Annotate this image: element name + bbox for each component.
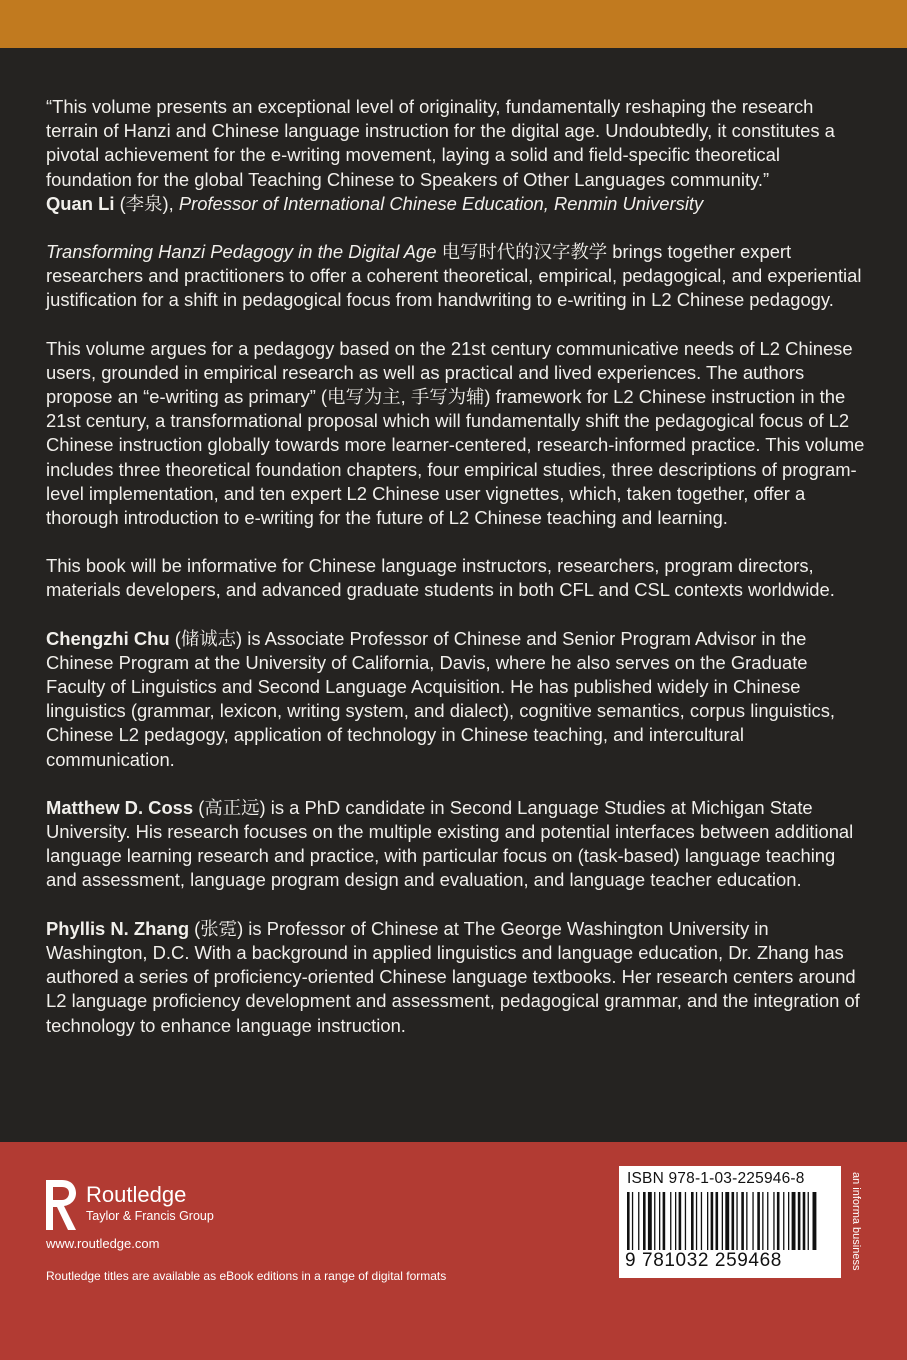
quote-author-name: Quan Li <box>46 192 115 214</box>
quote-text: “This volume presents an exceptional level of originality, fundamentally reshaping the research terrain of Hanzi and Chinese language instruction for the digital age. Undoubtedly, it constitutes a pivotal achievement for the e-writing movement, laying a solid and field-specific theoretical foundation for the global Teaching Chinese to Speakers of Other Languages community.” <box>46 96 835 190</box>
book-title-chinese: 电写时代的汉字教学 <box>436 241 608 263</box>
bio-name: Matthew D. Coss <box>46 796 194 818</box>
bio-text: (张霓) is Professor of Chinese at The George Washington University in Washington, D.C. With a background in applied linguistics and language education, Dr. Zhang has authored a series of proficiency-oriented Chinese language textbooks. Her research centers around L2 language proficiency development and assessment, pedagogical grammar, and the integration of technology to enhance language instruction. <box>46 917 860 1036</box>
bio-coss <box>46 796 866 893</box>
back-cover-text <box>46 95 866 1062</box>
top-color-band <box>0 0 907 48</box>
publisher-url[interactable]: www.routledge.com <box>46 1236 160 1251</box>
quote-author-title: Professor of International Chinese Education, Renmin University <box>178 192 704 214</box>
bio-text: (高正远) is a PhD candidate in Second Language Studies at Michigan State University. His research focuses on the multiple existing and potential interfaces between additional language learning research and practice, with particular focus on (task-based) language teaching and assessment, language program design and evaluation, and language teacher education. <box>46 796 854 891</box>
argument-paragraph: This volume argues for a pedagogy based on the 21st century communicative needs of L2 Chinese users, grounded in empirical research as well as practical and lived experiences. The authors propose an “e-writing as primary” (电写为主, 手写为辅) framework for L2 Chinese instruction in the 21st century, a transformational proposal which will fundamentally shift the pedagogical focus of L2 Chinese instruction globally towards more learner-centered, research-informed practice. This volume includes three theoretical foundation chapters, four empirical studies, three descriptions of program-level implementation, and ten expert L2 Chinese user vignettes, which, taken together, offer a thorough introduction to e-writing for the future of L2 Chinese teaching and learning. <box>46 337 865 529</box>
bio-text: (储诚志) is Associate Professor of Chinese and Senior Program Advisor in the Chinese Program at the University of California, Davis, where he also serves on the Graduate Faculty of Linguistics and Second Language Acquisition. He has published widely in Chinese linguistics (grammar, lexicon, writing system, and dialect), cognitive semantics, corpus linguistics, Chinese L2 pedagogy, application of technology in Chinese teaching, and intercultural communication. <box>46 627 836 770</box>
publisher-name: Routledge <box>86 1182 187 1207</box>
bio-name: Phyllis N. Zhang <box>46 917 190 939</box>
bio-name: Chengzhi Chu <box>46 627 170 649</box>
endorsement-quote <box>46 95 866 216</box>
isbn-digits: 9 781032 259468 <box>625 1250 782 1271</box>
informa-note: an informa business <box>850 1172 862 1271</box>
barcode-icon <box>627 1192 833 1250</box>
bio-zhang <box>46 917 866 1038</box>
intro-paragraph <box>46 240 866 313</box>
intro-text: brings together expert researchers and practitioners to offer a coherent theoretical, empirical, pedagogical, and experiential justification for a shift in pedagogical focus from handwriting to e-writing in L2 Chinese pedagogy. <box>46 241 862 311</box>
audience-paragraph: This book will be informative for Chinese language instructors, researchers, program directors, materials developers, and advanced graduate students in both CFL and CSL contexts worldwide. <box>46 555 835 601</box>
bio-chu <box>46 627 866 772</box>
publisher-group: Taylor & Francis Group <box>86 1209 214 1223</box>
quote-author-chinese: (李泉), <box>114 192 179 214</box>
routledge-logo-icon <box>46 1180 76 1230</box>
barcode-box <box>619 1166 841 1278</box>
ebook-note: Routledge titles are available as eBook editions in a range of digital formats <box>46 1269 447 1283</box>
isbn-label: ISBN 978-1-03-225946-8 <box>627 1170 805 1187</box>
publisher-brand <box>86 1182 214 1224</box>
book-title: Transforming Hanzi Pedagogy in the Digital Age <box>46 241 437 263</box>
